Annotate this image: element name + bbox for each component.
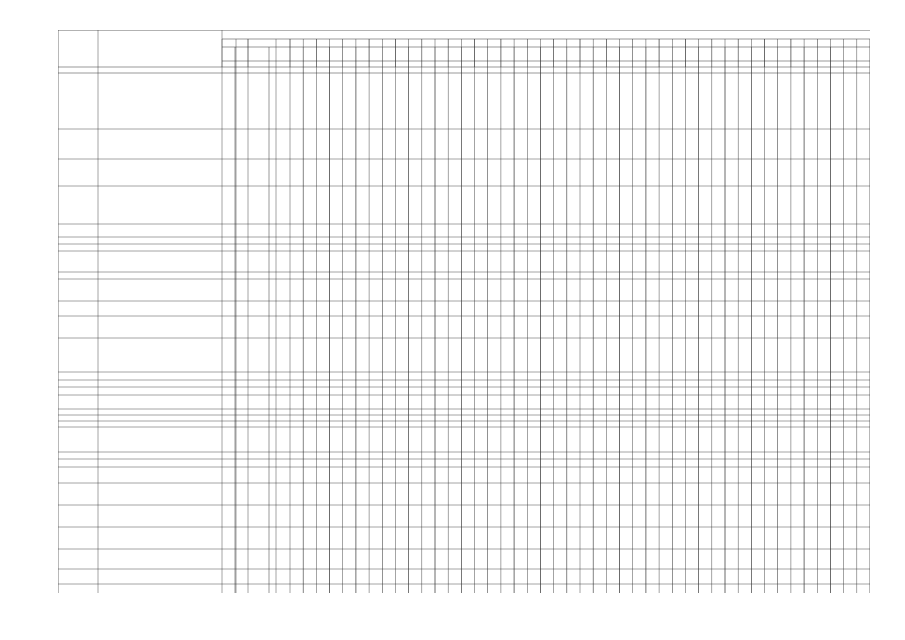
investment-table [58, 30, 870, 593]
table-grid [58, 30, 870, 593]
